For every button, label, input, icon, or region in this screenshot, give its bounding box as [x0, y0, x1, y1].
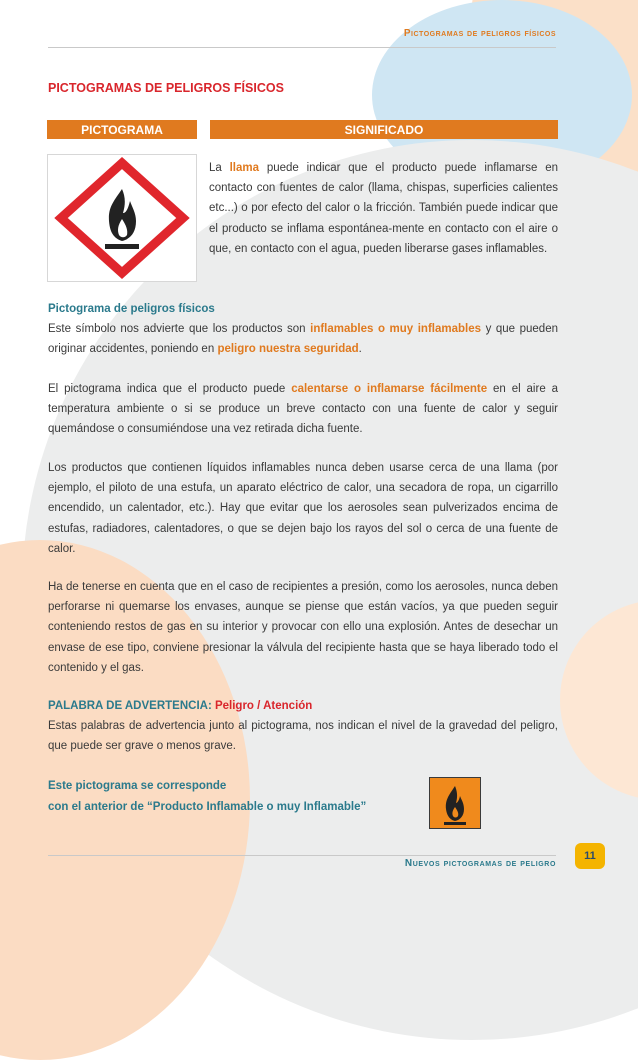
flame-old-pictogram-icon: [430, 778, 480, 828]
section-title: PICTOGRAMAS DE PELIGROS FÍSICOS: [48, 81, 284, 95]
column-header-pictograma: PICTOGRAMA: [47, 120, 197, 139]
meaning-text: La llama puede indicar que el producto puede inflamarse en contacto con fuentes de calor (llama, chispas, superficies calientes etc...) o por efecto del calor o la fricción. También puede indicar que el producto se inflama espontánea-mente en contacto con el aire o que, en contacto con el agua, pueden liberarse gases inflamables.: [209, 162, 558, 255]
correspondence-note: Este pictograma se corresponde con el anterior de “Producto Inflamable o muy Inflamable”: [48, 780, 367, 813]
paragraph-liquids: Los productos que contienen líquidos inflamables nunca deben usarse cerca de una llama (por ejemplo, el piloto de una estufa, un aparato eléctrico de calor, una secadora de ropa, un cigarrillo encendido, un calentador, etc.). Hay que evitar que los aerosoles sean pulverizados encima de estufas, radiadores, calentadores, o que se dejen bajo los rayos del sol o cerca de una fuente de calor.: [48, 462, 558, 555]
header-rule: [48, 47, 556, 48]
paragraph-warning-word: PALABRA DE ADVERTENCIA: Peligro / Atención Estas palabras de advertencia junto al pictograma, nos indican el nivel de la gravedad del peligro, que puede ser grave o menos grave.: [48, 700, 558, 753]
pictogram-box: [47, 154, 197, 282]
warning-label: PALABRA DE ADVERTENCIA:: [48, 700, 212, 712]
paragraph-heating: El pictograma indica que el producto puede calentarse o inflamarse fácilmente en el aire a temperatura ambiente o si se produce un breve contacto con una fuente de calor y seguir quemándose o consumiéndose una vez retirada dicha fuente.: [48, 383, 558, 436]
old-pictogram: [429, 777, 481, 829]
column-header-significado: SIGNIFICADO: [210, 120, 558, 139]
warning-value: Peligro / Atención: [211, 700, 313, 712]
page-number: 11: [575, 843, 605, 869]
paragraph-intro: Pictograma de peligros físicos Este símbolo nos advierte que los productos son inflamables o muy inflamables y que pueden originar accidentes, poniendo en peligro nuestra seguridad.: [48, 299, 558, 360]
paragraph-aerosols: Ha de tenerse en cuenta que en el caso de recipientes a presión, como los aerosoles, nunca deben perforarse ni quemarse los envases, aunque se piense que están vacíos, ya que pueden seguir conteniendo restos de gas en su interior y provocar con ello una explosión. Antes de desechar un envase de ese tipo, conviene presionar la válvula del recipiente hasta que se haya liberado todo el contenido y el gas.: [48, 581, 558, 674]
paragraph-heading: Pictograma de peligros físicos: [48, 303, 215, 315]
running-footer: Nuevos pictogramas de peligro: [404, 858, 556, 869]
footer-rule: [48, 855, 556, 856]
running-header: Pictogramas de peligros físicos: [403, 28, 556, 39]
flame-ghs-pictogram-icon: [48, 155, 196, 281]
